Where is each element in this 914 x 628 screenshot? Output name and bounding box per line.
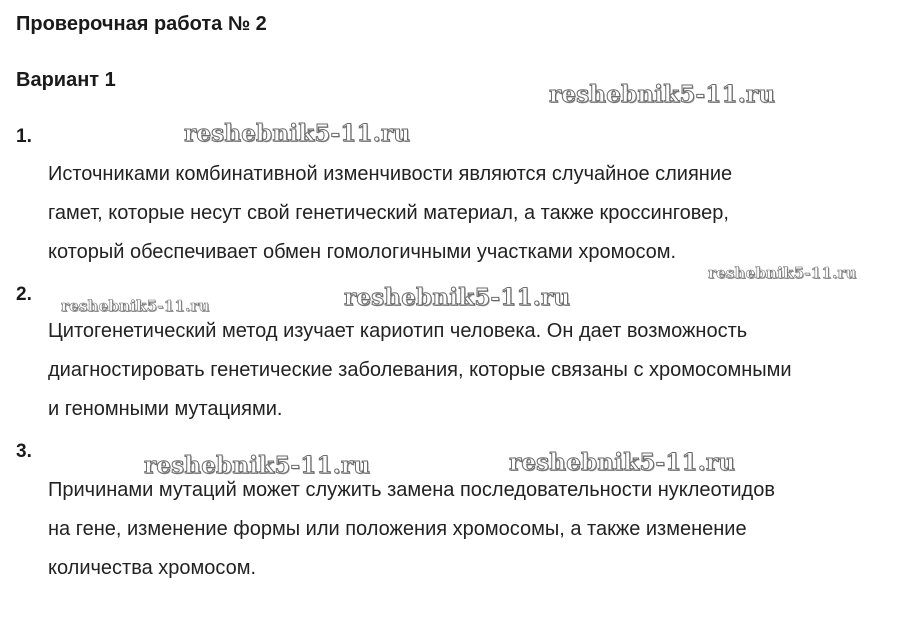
answer-1-line-3: который обеспечивает обмен гомологичными участками хромосом. — [48, 241, 677, 263]
variant-heading: Вариант 1 — [16, 69, 116, 91]
question-number-1: 1. — [16, 126, 32, 147]
answer-2-line-1: Цитогенетический метод изучает кариотип человека. Он дает возможность — [48, 320, 748, 342]
answer-2-line-3: и геномными мутациями. — [48, 398, 283, 420]
answer-1-line-2: гамет, которые несут свой генетический материал, а также кроссинговер, — [48, 202, 729, 224]
answer-3-line-1: Причинами мутаций может служить замена последовательности нуклеотидов — [48, 479, 775, 501]
answer-1-line-1: Источниками комбинативной изменчивости являются случайное слияние — [48, 163, 733, 185]
watermark: reshebnik5-11.ru — [708, 264, 857, 282]
answer-3 — [48, 471, 910, 588]
watermark: reshebnik5-11.ru — [344, 284, 571, 311]
watermark: reshebnik5-11.ru — [144, 452, 371, 479]
question-number-2: 2. — [16, 284, 32, 305]
answer-2-line-2: диагностировать генетические заболевания, которые связаны с хромосомными — [48, 359, 792, 381]
answer-1 — [48, 155, 910, 272]
watermark: reshebnik5-11.ru — [509, 449, 736, 476]
answer-2 — [48, 312, 910, 429]
watermark: reshebnik5-11.ru — [61, 297, 210, 315]
watermark: reshebnik5-11.ru — [549, 81, 776, 108]
page-title: Проверочная работа № 2 — [16, 13, 267, 35]
answer-3-line-2: на гене, изменение формы или положения хромосомы, а также изменение — [48, 518, 747, 540]
answer-3-line-3: количества хромосом. — [48, 557, 257, 579]
watermark: reshebnik5-11.ru — [184, 120, 411, 147]
question-number-3: 3. — [16, 441, 32, 462]
